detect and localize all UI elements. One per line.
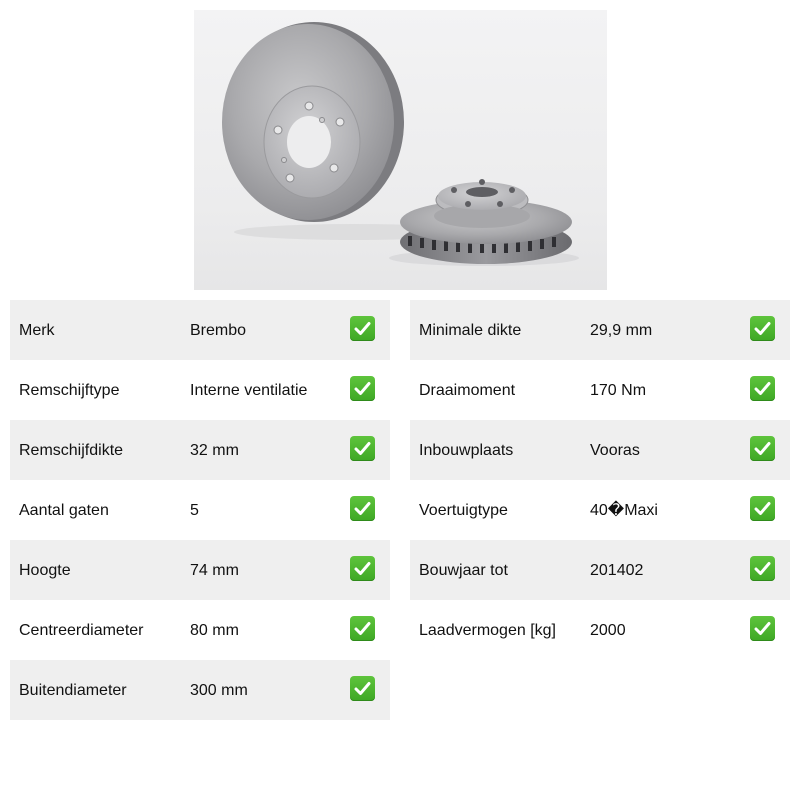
- spec-row-disc-thickness: [10, 420, 390, 480]
- check-mark-icon: [350, 316, 375, 341]
- spec-value: 40�Maxi: [590, 502, 658, 519]
- check-mark-icon: [750, 376, 775, 401]
- spec-row-load-capacity: [410, 600, 790, 660]
- spec-table-left: [10, 300, 390, 720]
- spec-value: 5: [190, 502, 199, 519]
- spec-row-outer-diameter: [10, 660, 390, 720]
- check-mark-icon: [350, 376, 375, 401]
- check-mark-icon: [350, 616, 375, 641]
- check-mark-icon: [750, 316, 775, 341]
- spec-row-brand: [10, 300, 390, 360]
- spec-label: Aantal gaten: [19, 502, 109, 519]
- check-mark-icon: [350, 496, 375, 521]
- spec-row-hole-count: [10, 480, 390, 540]
- spec-value: 80 mm: [190, 622, 239, 639]
- check-mark-icon: [350, 676, 375, 701]
- spec-row-minimum-thickness: [410, 300, 790, 360]
- spec-row-vehicle-type: [410, 480, 790, 540]
- spec-label: Remschijfdikte: [19, 442, 124, 459]
- check-mark-icon: [750, 616, 775, 641]
- spec-row-mounting-position: [410, 420, 790, 480]
- check-mark-icon: [750, 556, 775, 581]
- spec-value: Brembo: [190, 322, 247, 339]
- spec-value: Interne ventilatie: [190, 382, 308, 399]
- spec-row-disc-type: [10, 360, 390, 420]
- product-image-brake-discs: [194, 10, 607, 290]
- spec-label: Hoogte: [19, 562, 71, 579]
- spec-value: 201402: [590, 562, 644, 579]
- spec-label: Laadvermogen [kg]: [419, 622, 556, 639]
- check-mark-icon: [750, 436, 775, 461]
- spec-value: Vooras: [590, 442, 640, 459]
- spec-label: Buitendiameter: [19, 682, 127, 699]
- spec-label: Inbouwplaats: [419, 442, 514, 459]
- spec-value: 74 mm: [190, 562, 239, 579]
- spec-row-centering-diameter: [10, 600, 390, 660]
- spec-label: Merk: [19, 322, 55, 339]
- spec-row-torque: [410, 360, 790, 420]
- spec-label: Centreerdiameter: [19, 622, 144, 639]
- spec-value: 170 Nm: [590, 382, 647, 399]
- spec-label: Voertuigtype: [419, 502, 508, 519]
- check-mark-icon: [350, 556, 375, 581]
- spec-label: Bouwjaar tot: [419, 562, 508, 579]
- check-mark-icon: [750, 496, 775, 521]
- spec-row-height: [10, 540, 390, 600]
- spec-value: 2000: [590, 622, 626, 639]
- check-mark-icon: [350, 436, 375, 461]
- spec-table-right: [410, 300, 790, 660]
- spec-value: 32 mm: [190, 442, 239, 459]
- spec-value: 29,9 mm: [590, 322, 653, 339]
- spec-label: Minimale dikte: [419, 322, 522, 339]
- spec-row-build-year-until: [410, 540, 790, 600]
- spec-label: Remschijftype: [19, 382, 120, 399]
- spec-label: Draaimoment: [419, 382, 516, 399]
- spec-value: 300 mm: [190, 682, 248, 699]
- brake-disc-illustration: [194, 10, 607, 290]
